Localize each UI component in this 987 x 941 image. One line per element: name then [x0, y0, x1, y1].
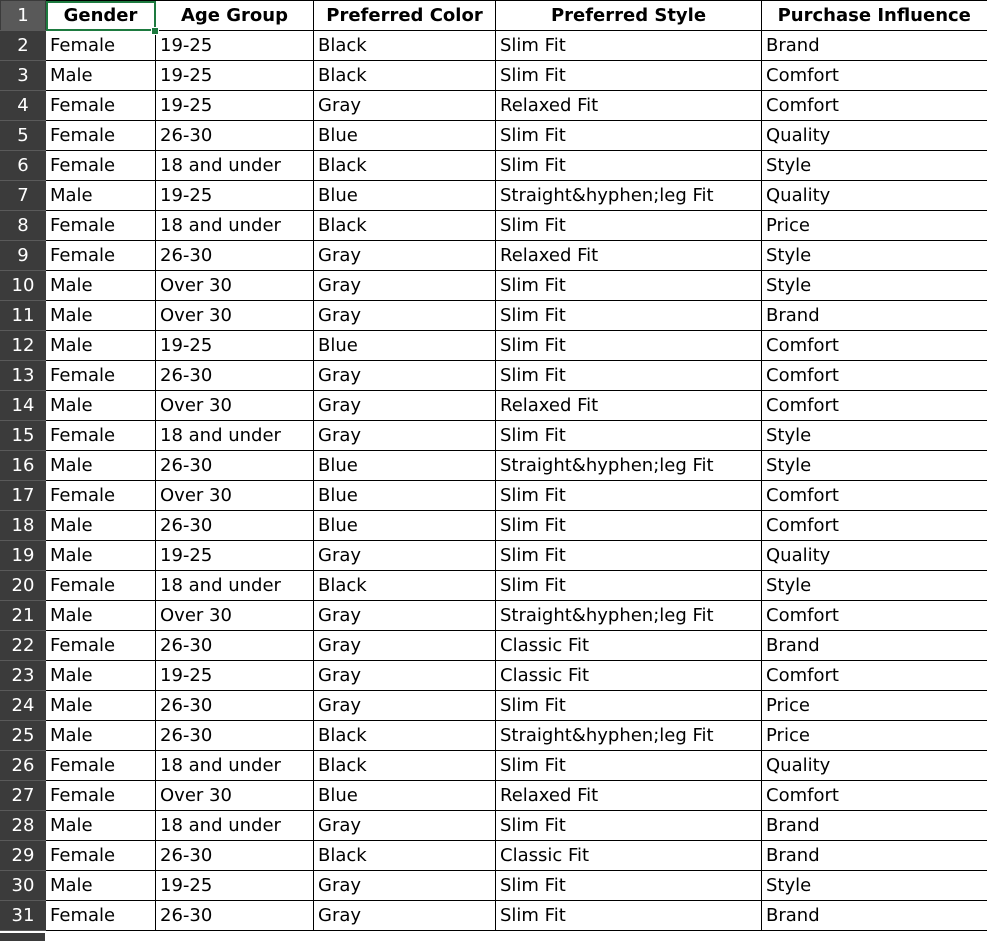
row-number[interactable]: 23 — [1, 661, 46, 691]
cell-preferred-color[interactable]: Black — [314, 61, 496, 91]
row-number[interactable]: 25 — [1, 721, 46, 751]
cell-preferred-color[interactable]: Gray — [314, 541, 496, 571]
cell-preferred-color[interactable]: Gray — [314, 391, 496, 421]
table-row — [1, 211, 987, 241]
cell-purchase-influence[interactable]: Price — [762, 721, 987, 751]
row-number[interactable]: 6 — [1, 151, 46, 181]
cell-age-group[interactable]: 19-25 — [156, 91, 314, 121]
cell-preferred-color[interactable]: Gray — [314, 601, 496, 631]
cell-age-group[interactable]: 18 and under — [156, 571, 314, 601]
cell-preferred-color[interactable]: Gray — [314, 901, 496, 931]
cell-gender[interactable]: Female — [46, 751, 156, 781]
table-row — [1, 31, 987, 61]
cell-purchase-influence[interactable]: Quality — [762, 181, 987, 211]
cell-preferred-color[interactable]: Gray — [314, 421, 496, 451]
table-row — [1, 451, 987, 481]
cell-preferred-color[interactable]: Gray — [314, 241, 496, 271]
table-row — [1, 91, 987, 121]
cell-preferred-color[interactable]: Black — [314, 721, 496, 751]
table-row — [1, 841, 987, 871]
cell-gender[interactable]: Female — [46, 841, 156, 871]
cell-gender[interactable]: Male — [46, 541, 156, 571]
table-row — [1, 691, 987, 721]
cell-preferred-color[interactable]: Gray — [314, 811, 496, 841]
cell-preferred-style[interactable]: Slim Fit — [496, 211, 762, 241]
cell-age-group[interactable]: 18 and under — [156, 421, 314, 451]
cell-gender[interactable]: Male — [46, 451, 156, 481]
cell-preferred-style[interactable]: Slim Fit — [496, 361, 762, 391]
cell-gender[interactable]: Male — [46, 721, 156, 751]
row-number[interactable]: 28 — [1, 811, 46, 841]
row-number[interactable]: 1 — [1, 1, 46, 31]
cell-purchase-influence[interactable]: Comfort — [762, 481, 987, 511]
table-row — [1, 811, 987, 841]
cell-age-group[interactable]: 26-30 — [156, 901, 314, 931]
header-row — [1, 1, 987, 31]
cell-preferred-style[interactable]: Relaxed Fit — [496, 781, 762, 811]
column-header-preferred-color[interactable]: Preferred Color — [314, 1, 496, 31]
cell-preferred-style[interactable]: Slim Fit — [496, 511, 762, 541]
table-row — [1, 601, 987, 631]
table-row — [1, 361, 987, 391]
cell-preferred-color[interactable]: Black — [314, 31, 496, 61]
cell-preferred-color[interactable]: Blue — [314, 121, 496, 151]
row-number[interactable]: 26 — [1, 751, 46, 781]
table-row — [1, 661, 987, 691]
cell-purchase-influence[interactable]: Style — [762, 421, 987, 451]
cell-preferred-style[interactable]: Slim Fit — [496, 691, 762, 721]
cell-purchase-influence[interactable]: Comfort — [762, 601, 987, 631]
cell-gender[interactable]: Male — [46, 511, 156, 541]
row-number[interactable]: 27 — [1, 781, 46, 811]
cell-preferred-style[interactable]: Slim Fit — [496, 61, 762, 91]
cell-age-group[interactable]: 26-30 — [156, 841, 314, 871]
cell-preferred-style[interactable]: Relaxed Fit — [496, 241, 762, 271]
cell-preferred-style[interactable]: Classic Fit — [496, 631, 762, 661]
cell-age-group[interactable]: 19-25 — [156, 871, 314, 901]
table-row — [1, 241, 987, 271]
cell-preferred-style[interactable]: Slim Fit — [496, 811, 762, 841]
cell-preferred-color[interactable]: Gray — [314, 631, 496, 661]
cell-purchase-influence[interactable]: Style — [762, 151, 987, 181]
cell-preferred-color[interactable]: Gray — [314, 91, 496, 121]
table-row — [1, 541, 987, 571]
cell-preferred-color[interactable]: Black — [314, 151, 496, 181]
cell-preferred-style[interactable]: Straight&hyphen;leg Fit — [496, 721, 762, 751]
cell-gender[interactable]: Male — [46, 391, 156, 421]
cell-age-group[interactable]: 19-25 — [156, 61, 314, 91]
cell-gender[interactable]: Female — [46, 361, 156, 391]
cell-gender[interactable]: Male — [46, 331, 156, 361]
cell-gender[interactable]: Female — [46, 151, 156, 181]
cell-age-group[interactable]: Over 30 — [156, 781, 314, 811]
cell-preferred-color[interactable]: Blue — [314, 451, 496, 481]
cell-gender[interactable]: Male — [46, 271, 156, 301]
cell-age-group[interactable]: Over 30 — [156, 481, 314, 511]
cell-purchase-influence[interactable]: Brand — [762, 811, 987, 841]
row-number[interactable]: 9 — [1, 241, 46, 271]
row-number[interactable]: 21 — [1, 601, 46, 631]
row-number[interactable]: 3 — [1, 61, 46, 91]
cell-preferred-style[interactable]: Classic Fit — [496, 661, 762, 691]
cell-purchase-influence[interactable]: Comfort — [762, 391, 987, 421]
cell-gender[interactable]: Female — [46, 241, 156, 271]
cell-preferred-color[interactable]: Gray — [314, 361, 496, 391]
cell-age-group[interactable]: 19-25 — [156, 331, 314, 361]
cell-age-group[interactable]: 26-30 — [156, 511, 314, 541]
cell-preferred-style[interactable]: Slim Fit — [496, 421, 762, 451]
cell-age-group[interactable]: Over 30 — [156, 271, 314, 301]
cell-preferred-color[interactable]: Blue — [314, 511, 496, 541]
cell-purchase-influence[interactable]: Quality — [762, 121, 987, 151]
cell-purchase-influence[interactable]: Style — [762, 241, 987, 271]
table-row — [1, 391, 987, 421]
row-number[interactable]: 19 — [1, 541, 46, 571]
cell-gender[interactable]: Female — [46, 421, 156, 451]
cell-purchase-influence[interactable]: Comfort — [762, 91, 987, 121]
cell-preferred-color[interactable]: Black — [314, 571, 496, 601]
cell-preferred-style[interactable]: Slim Fit — [496, 571, 762, 601]
cell-purchase-influence[interactable]: Style — [762, 271, 987, 301]
cell-preferred-style[interactable]: Classic Fit — [496, 841, 762, 871]
cell-gender[interactable]: Female — [46, 781, 156, 811]
row-number[interactable]: 18 — [1, 511, 46, 541]
cell-gender[interactable]: Female — [46, 91, 156, 121]
cell-purchase-influence[interactable]: Comfort — [762, 61, 987, 91]
cell-purchase-influence[interactable]: Price — [762, 211, 987, 241]
cell-age-group[interactable]: Over 30 — [156, 391, 314, 421]
cell-purchase-influence[interactable]: Price — [762, 691, 987, 721]
row-number[interactable]: 11 — [1, 301, 46, 331]
cell-preferred-color[interactable]: Black — [314, 841, 496, 871]
fill-handle[interactable] — [151, 27, 159, 35]
cell-purchase-influence[interactable]: Quality — [762, 541, 987, 571]
cell-preferred-style[interactable]: Straight&hyphen;leg Fit — [496, 601, 762, 631]
cell-age-group[interactable]: 26-30 — [156, 721, 314, 751]
table-row — [1, 781, 987, 811]
cell-age-group[interactable]: 18 and under — [156, 151, 314, 181]
row-number[interactable]: 20 — [1, 571, 46, 601]
cell-age-group[interactable]: Over 30 — [156, 301, 314, 331]
row-number[interactable]: 7 — [1, 181, 46, 211]
cell-purchase-influence[interactable]: Quality — [762, 751, 987, 781]
cell-preferred-color[interactable]: Blue — [314, 331, 496, 361]
column-header-purchase-influence[interactable]: Purchase Influence — [762, 1, 987, 31]
cell-preferred-color[interactable]: Gray — [314, 661, 496, 691]
cell-age-group[interactable]: Over 30 — [156, 601, 314, 631]
cell-preferred-color[interactable]: Black — [314, 211, 496, 241]
cell-gender[interactable]: Male — [46, 811, 156, 841]
row-number[interactable]: 10 — [1, 271, 46, 301]
row-number[interactable]: 13 — [1, 361, 46, 391]
cell-preferred-color[interactable]: Blue — [314, 481, 496, 511]
cell-purchase-influence[interactable]: Comfort — [762, 781, 987, 811]
cell-purchase-influence[interactable]: Comfort — [762, 361, 987, 391]
cell-purchase-influence[interactable]: Brand — [762, 631, 987, 661]
row-number[interactable]: 15 — [1, 421, 46, 451]
table-row — [1, 481, 987, 511]
table-row — [1, 631, 987, 661]
row-number[interactable]: 30 — [1, 871, 46, 901]
cell-gender[interactable]: Female — [46, 211, 156, 241]
table-row — [1, 571, 987, 601]
cell-purchase-influence[interactable]: Brand — [762, 31, 987, 61]
cell-preferred-style[interactable]: Straight&hyphen;leg Fit — [496, 181, 762, 211]
table-row — [1, 421, 987, 451]
cell-preferred-style[interactable]: Slim Fit — [496, 481, 762, 511]
row-number[interactable]: 4 — [1, 91, 46, 121]
cell-age-group[interactable]: 26-30 — [156, 631, 314, 661]
cell-gender[interactable]: Female — [46, 571, 156, 601]
table-row — [1, 271, 987, 301]
cell-preferred-color[interactable]: Blue — [314, 181, 496, 211]
cell-age-group[interactable]: 19-25 — [156, 541, 314, 571]
cell-gender[interactable]: Male — [46, 181, 156, 211]
column-header-gender[interactable]: Gender — [46, 1, 156, 31]
cell-purchase-influence[interactable]: Brand — [762, 301, 987, 331]
row-number[interactable]: 29 — [1, 841, 46, 871]
table-row — [1, 901, 987, 931]
cell-preferred-color[interactable]: Gray — [314, 301, 496, 331]
table-row — [1, 511, 987, 541]
cell-preferred-style[interactable]: Slim Fit — [496, 541, 762, 571]
column-header-age-group[interactable]: Age Group — [156, 1, 314, 31]
cell-gender[interactable]: Female — [46, 481, 156, 511]
table-row — [1, 721, 987, 751]
cell-age-group[interactable]: 26-30 — [156, 451, 314, 481]
cell-preferred-style[interactable]: Slim Fit — [496, 151, 762, 181]
cell-preferred-style[interactable]: Slim Fit — [496, 901, 762, 931]
cell-preferred-style[interactable]: Slim Fit — [496, 271, 762, 301]
row-header-gutter — [0, 933, 45, 941]
cell-age-group[interactable]: 18 and under — [156, 211, 314, 241]
column-header-preferred-style[interactable]: Preferred Style — [496, 1, 762, 31]
cell-preferred-style[interactable]: Slim Fit — [496, 301, 762, 331]
cell-purchase-influence[interactable]: Style — [762, 571, 987, 601]
row-number[interactable]: 16 — [1, 451, 46, 481]
cell-gender[interactable]: Female — [46, 121, 156, 151]
cell-age-group[interactable]: 26-30 — [156, 691, 314, 721]
cell-age-group[interactable]: 26-30 — [156, 361, 314, 391]
cell-gender[interactable]: Male — [46, 661, 156, 691]
cell-purchase-influence[interactable]: Brand — [762, 841, 987, 871]
table-row — [1, 61, 987, 91]
cell-purchase-influence[interactable]: Style — [762, 871, 987, 901]
cell-gender[interactable]: Female — [46, 31, 156, 61]
cell-purchase-influence[interactable]: Comfort — [762, 661, 987, 691]
cell-preferred-style[interactable]: Slim Fit — [496, 121, 762, 151]
row-number[interactable]: 17 — [1, 481, 46, 511]
cell-age-group[interactable]: 19-25 — [156, 181, 314, 211]
cell-preferred-color[interactable]: Blue — [314, 781, 496, 811]
cell-purchase-influence[interactable]: Brand — [762, 901, 987, 931]
cell-gender[interactable]: Male — [46, 61, 156, 91]
table-row — [1, 751, 987, 781]
table-row — [1, 181, 987, 211]
row-number[interactable]: 14 — [1, 391, 46, 421]
cell-gender[interactable]: Male — [46, 691, 156, 721]
cell-preferred-color[interactable]: Black — [314, 751, 496, 781]
cell-preferred-style[interactable]: Relaxed Fit — [496, 391, 762, 421]
row-number[interactable]: 2 — [1, 31, 46, 61]
cell-purchase-influence[interactable]: Comfort — [762, 331, 987, 361]
cell-age-group[interactable]: 18 and under — [156, 811, 314, 841]
cell-preferred-color[interactable]: Gray — [314, 271, 496, 301]
table-row — [1, 301, 987, 331]
cell-preferred-color[interactable]: Gray — [314, 691, 496, 721]
row-number[interactable]: 22 — [1, 631, 46, 661]
cell-preferred-style[interactable]: Slim Fit — [496, 331, 762, 361]
cell-preferred-style[interactable]: Slim Fit — [496, 751, 762, 781]
cell-gender[interactable]: Male — [46, 871, 156, 901]
cell-gender[interactable]: Female — [46, 901, 156, 931]
cell-preferred-style[interactable]: Straight&hyphen;leg Fit — [496, 451, 762, 481]
cell-preferred-color[interactable]: Gray — [314, 871, 496, 901]
cell-age-group[interactable]: 19-25 — [156, 31, 314, 61]
cell-gender[interactable]: Male — [46, 601, 156, 631]
table-row — [1, 331, 987, 361]
table-row — [1, 871, 987, 901]
cell-preferred-style[interactable]: Relaxed Fit — [496, 91, 762, 121]
cell-purchase-influence[interactable]: Comfort — [762, 511, 987, 541]
table-row — [1, 121, 987, 151]
cell-preferred-style[interactable]: Slim Fit — [496, 871, 762, 901]
cell-age-group[interactable]: 26-30 — [156, 241, 314, 271]
cell-age-group[interactable]: 18 and under — [156, 751, 314, 781]
row-number[interactable]: 31 — [1, 901, 46, 931]
cell-gender[interactable]: Female — [46, 631, 156, 661]
row-number[interactable]: 5 — [1, 121, 46, 151]
cell-gender[interactable]: Male — [46, 301, 156, 331]
cell-purchase-influence[interactable]: Style — [762, 451, 987, 481]
cell-age-group[interactable]: 19-25 — [156, 661, 314, 691]
row-number[interactable]: 8 — [1, 211, 46, 241]
row-number[interactable]: 24 — [1, 691, 46, 721]
cell-age-group[interactable]: 26-30 — [156, 121, 314, 151]
table-row — [1, 151, 987, 181]
row-number[interactable]: 12 — [1, 331, 46, 361]
cell-preferred-style[interactable]: Slim Fit — [496, 31, 762, 61]
